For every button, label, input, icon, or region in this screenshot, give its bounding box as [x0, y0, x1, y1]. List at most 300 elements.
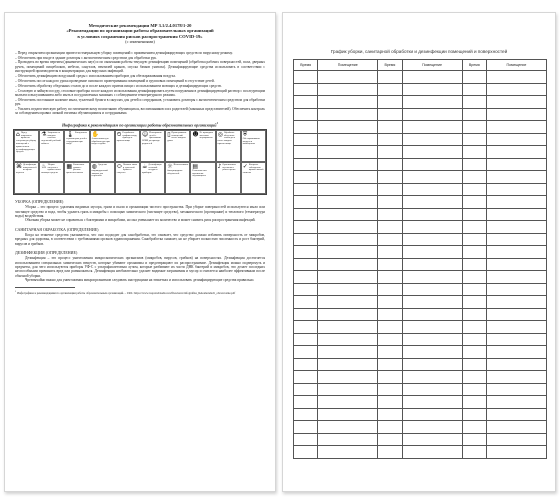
infographic-cell [115, 130, 140, 162]
schedule-cell-time[interactable] [294, 71, 318, 84]
schedule-cell-room[interactable] [318, 221, 378, 234]
schedule-cell-room[interactable] [486, 196, 546, 209]
schedule-cell-time[interactable] [294, 333, 318, 346]
schedule-cell-time[interactable] [294, 133, 318, 146]
schedule-row [294, 196, 547, 209]
schedule-cell-time[interactable] [462, 246, 486, 259]
schedule-cell-time[interactable] [294, 358, 318, 371]
schedule-cell-time[interactable] [378, 446, 402, 459]
schedule-cell-room[interactable] [486, 221, 546, 234]
approval-note: (с изменениями) [125, 39, 155, 45]
schedule-cell-room[interactable] [402, 346, 462, 359]
schedule-cell-room[interactable] [486, 283, 546, 296]
infographic-title [5, 121, 275, 127]
schedule-cell-room[interactable] [318, 408, 378, 421]
recommendation-paragraph: – Обеспечить при входе в здание дозаторы с антисептическим средством для обработки рук. [15, 55, 157, 60]
schedule-cell-time[interactable] [294, 108, 318, 121]
schedule-cell-room[interactable] [318, 183, 378, 196]
schedule-cell-time[interactable] [378, 333, 402, 346]
schedule-cell-time[interactable] [378, 283, 402, 296]
schedule-row [294, 83, 547, 96]
schedule-cell-room[interactable] [402, 108, 462, 121]
column-header-time: Время [462, 60, 486, 71]
schedule-cell-time[interactable] [462, 96, 486, 109]
section-heading: САНИТАРНАЯ ОБРАБОТКА (ОПРЕДЕЛЕНИЕ) [15, 226, 99, 232]
schedule-cell-time[interactable] [294, 396, 318, 409]
schedule-row [294, 208, 547, 221]
schedule-cell-room[interactable] [402, 308, 462, 321]
infographic-cell [90, 162, 115, 194]
schedule-cell-time[interactable] [462, 358, 486, 371]
schedule-cell-time[interactable] [462, 71, 486, 84]
infographic-cell-text: Наличие мыла и туалетной бумаги в санузлах [116, 163, 138, 175]
schedule-cell-time[interactable] [294, 446, 318, 459]
schedule-cell-time[interactable] [462, 171, 486, 184]
schedule-cell-time[interactable] [294, 321, 318, 334]
infographic-cell [39, 162, 64, 194]
schedule-cell-time[interactable] [462, 146, 486, 159]
schedule-cell-room[interactable] [318, 396, 378, 409]
schedule-cell-room[interactable] [402, 83, 462, 96]
schedule-cell-time[interactable] [378, 321, 402, 334]
schedule-cell-time[interactable] [462, 371, 486, 384]
schedule-cell-room[interactable] [402, 221, 462, 234]
schedule-cell-time[interactable] [378, 183, 402, 196]
schedule-cell-room[interactable] [402, 371, 462, 384]
infographic-cell [140, 162, 165, 194]
schedule-row [294, 233, 547, 246]
definition-section [5, 227, 275, 246]
schedule-cell-room[interactable] [318, 258, 378, 271]
schedule-cell-time[interactable] [378, 346, 402, 359]
schedule-cell-time[interactable] [378, 358, 402, 371]
footnote-text: Инфографика к рекомендациям по организации работы образовательных организаций. – URL: https://www.rospotrebnadzor.ru/files/news/infografika_Rekomendacii_obrazovanie.pdf [16, 291, 236, 296]
infographic-cell-text: Ежедневная термометрия детей и сотрудников при входе [66, 131, 87, 146]
document-title-main: Методические рекомендации МР 3.1/2.4.0178/1-20 [88, 23, 192, 28]
schedule-cell-time[interactable] [294, 408, 318, 421]
schedule-cell-time[interactable] [462, 208, 486, 221]
schedule-row [294, 383, 547, 396]
schedule-row [294, 296, 547, 309]
schedule-cell-room[interactable] [486, 83, 546, 96]
infographic-cell [14, 162, 39, 194]
schedule-cell-room[interactable] [318, 358, 378, 371]
schedule-cell-time[interactable] [378, 308, 402, 321]
schedule-cell-time[interactable] [294, 233, 318, 246]
schedule-cell-room[interactable] [318, 296, 378, 309]
document-subtitle-line: в условиях сохранения рисков распространения COVID-19» [77, 33, 203, 39]
recommendation-paragraph: – Проводить во время перемен (динамических пауз) и по окончании работы текущую дезинфекцию помещений (обработка рабочих поверхностей, пола, дверных ручек, помещений пищеблоков, мебели, санузлов, вентилей кранов, спуска бачков унитаза). Дезинфицирующие средства использовать в соответствии с инструкцией производителя в концентрациях для вирусных инфекций. [15, 60, 265, 73]
schedule-cell-time[interactable] [378, 433, 402, 446]
schedule-cell-time[interactable] [378, 158, 402, 171]
schedule-cell-time[interactable] [378, 171, 402, 184]
schedule-cell-time[interactable] [462, 296, 486, 309]
infographic-cell [64, 162, 89, 194]
schedule-cell-room[interactable] [486, 208, 546, 221]
schedule-cell-room[interactable] [486, 433, 546, 446]
schedule-row [294, 108, 547, 121]
house-icon: ⌂ [16, 130, 20, 138]
schedule-cell-time[interactable] [378, 221, 402, 234]
schedule-row [294, 371, 547, 384]
recommendations-list [5, 51, 275, 116]
schedule-row [294, 221, 547, 234]
schedule-cell-time[interactable] [378, 396, 402, 409]
schedule-cell-room[interactable] [402, 258, 462, 271]
footnote-number: 1 [15, 290, 17, 294]
schedule-cell-room[interactable] [402, 396, 462, 409]
thermometer-icon: 🌡 [66, 130, 75, 138]
schedule-cell-time[interactable] [462, 421, 486, 434]
section-paragraph: Обычная уборка может не справиться с бактериями и микробами, но она уменьшает их количество и может снизить риск распространения инфекций. [25, 218, 256, 223]
bucket-icon: ♨ [41, 162, 47, 170]
schedule-cell-room[interactable] [486, 158, 546, 171]
schedule-row [294, 283, 547, 296]
schedule-row [294, 321, 547, 334]
schedule-row [294, 121, 547, 134]
schedule-cell-room[interactable] [486, 246, 546, 259]
infographic-cell-text: Антисептики для обработки рук при входе в здание [91, 137, 110, 146]
schedule-cell-room[interactable] [486, 146, 546, 159]
column-header-room: Помещение [486, 60, 546, 71]
schedule-cell-room[interactable] [402, 433, 462, 446]
section-heading: ДЕЗИНФЕКЦИЯ (ОПРЕДЕЛЕНИЕ) [15, 249, 78, 255]
schedule-cell-time[interactable] [294, 208, 318, 221]
shield-icon: ⛨ [242, 130, 248, 138]
schedule-row [294, 446, 547, 459]
schedule-cell-time[interactable] [378, 258, 402, 271]
schedule-cell-room[interactable] [402, 358, 462, 371]
schedule-cell-time[interactable] [462, 133, 486, 146]
schedule-cell-time[interactable] [294, 271, 318, 284]
schedule-cell-time[interactable] [294, 221, 318, 234]
right-page [282, 12, 556, 492]
schedule-cell-time[interactable] [294, 296, 318, 309]
schedule-cell-time[interactable] [462, 258, 486, 271]
schedule-cell-room[interactable] [486, 296, 546, 309]
schedule-cell-time[interactable] [462, 196, 486, 209]
definition-section [5, 250, 275, 282]
schedule-cell-room[interactable] [402, 158, 462, 171]
schedule-cell-time[interactable] [462, 383, 486, 396]
schedule-cell-room[interactable] [402, 321, 462, 334]
infographic-cell-text: Расписание уроков с разным временем начала [66, 163, 85, 175]
schedule-cell-time[interactable] [378, 233, 402, 246]
schedule-cell-room[interactable] [318, 96, 378, 109]
calendar-icon: ▦ [66, 162, 73, 170]
schedule-cell-room[interactable] [318, 146, 378, 159]
schedule-cell-room[interactable] [318, 433, 378, 446]
footnote [15, 290, 265, 295]
schedule-cell-room[interactable] [486, 258, 546, 271]
schedule-cell-room[interactable] [318, 246, 378, 259]
schedule-cell-room[interactable] [318, 308, 378, 321]
schedule-cell-time[interactable] [294, 346, 318, 359]
infographic-cell-text: Использование бактерицидных облучателей [167, 163, 189, 175]
schedule-cell-time[interactable] [378, 296, 402, 309]
schedule-cell-room[interactable] [402, 183, 462, 196]
schedule-cell-room[interactable] [318, 346, 378, 359]
column-header-room: Помещение [402, 60, 462, 71]
schedule-cell-time[interactable] [462, 283, 486, 296]
schedule-cell-time[interactable] [378, 133, 402, 146]
schedule-cell-room[interactable] [318, 446, 378, 459]
schedule-cell-room[interactable] [318, 283, 378, 296]
schedule-header-row [294, 60, 547, 71]
clock-icon: ⏲ [116, 130, 122, 138]
door-icon: ▯ [167, 130, 171, 138]
recommendation-paragraph: – Усилить педагогическую работу по гигиеническому воспитанию обучающихся, воспитанников и их родителей (законных представителей). Обеспечить контроль за соблюдением правил личной гигиены обучающимися и сотрудниками. [15, 106, 265, 116]
check-icon: ✓ [242, 162, 248, 170]
schedule-cell-time[interactable] [462, 183, 486, 196]
schedule-cell-room[interactable] [486, 371, 546, 384]
infographic-cell-text: Не проводить массовые мероприятия [199, 131, 214, 140]
footnote-mark: 1 [216, 120, 218, 125]
infographic-cell [115, 162, 140, 194]
schedule-cell-room[interactable] [486, 321, 546, 334]
schedule-cell-room[interactable] [318, 333, 378, 346]
schedule-cell-room[interactable] [402, 96, 462, 109]
schedule-cell-room[interactable] [402, 271, 462, 284]
schedule-cell-room[interactable] [486, 308, 546, 321]
infographic-cell [14, 130, 39, 162]
schedule-cell-time[interactable] [462, 158, 486, 171]
schedule-cell-time[interactable] [294, 196, 318, 209]
schedule-row [294, 246, 547, 259]
schedule-cell-room[interactable] [402, 196, 462, 209]
schedule-cell-room[interactable] [318, 121, 378, 134]
schedule-cell-time[interactable] [462, 308, 486, 321]
schedule-body [294, 71, 547, 459]
schedule-cell-time[interactable] [378, 383, 402, 396]
book-icon: ▤ [192, 162, 199, 170]
schedule-cell-time[interactable] [378, 246, 402, 259]
schedule-cell-time[interactable] [378, 108, 402, 121]
schedule-cell-time[interactable] [378, 96, 402, 109]
infographic-cell [39, 130, 64, 162]
schedule-cell-room[interactable] [486, 408, 546, 421]
recommendation-paragraph: – Обеспечить обработку обеденных столов до и после каждого приема пищи с использованием моющих и дезинфицирующих средств. [15, 83, 222, 88]
recommendation-paragraph: – Обеспечить дезинфекцию воздушной среды с использованием приборов для обеззараживания воздуха. [15, 73, 176, 78]
schedule-cell-room[interactable] [486, 421, 546, 434]
schedule-row [294, 158, 547, 171]
schedule-cell-time[interactable] [294, 371, 318, 384]
recommendation-paragraph: – Обеспечить постоянное наличие мыла, туалетной бумаги в санузлах для детей и сотрудников, установить дозаторы с антисептическим средством для обработки рук. [15, 97, 265, 107]
schedule-row [294, 358, 547, 371]
infographic-table [13, 129, 267, 195]
schedule-cell-room[interactable] [402, 446, 462, 459]
schedule-cell-room[interactable] [402, 171, 462, 184]
schedule-cell-time[interactable] [378, 371, 402, 384]
schedule-cell-time[interactable] [462, 83, 486, 96]
infographic-cell [165, 130, 190, 162]
definition-section [5, 199, 275, 223]
schedule-cell-room[interactable] [486, 183, 546, 196]
schedule-cell-time[interactable] [378, 121, 402, 134]
schedule-cell-time[interactable] [462, 333, 486, 346]
schedule-cell-time[interactable] [378, 208, 402, 221]
schedule-cell-room[interactable] [318, 321, 378, 334]
schedule-cell-room[interactable] [318, 108, 378, 121]
schedule-cell-time[interactable] [294, 246, 318, 259]
schedule-row [294, 271, 547, 284]
schedule-cell-room[interactable] [402, 383, 462, 396]
schedule-row [294, 146, 547, 159]
schedule-cell-room[interactable] [486, 446, 546, 459]
section-paragraph: Дезинфекция – это процесс уничтожения микроскопических организмов (микробов, вирусов, грибков) на поверхностях. Дезинфекция достигается использованием специальных химических веществ, которые убивают организмы и предотвращают их распространение. Дезинфекция можно подвергнуть и предметы, для чего используются приборы УФ-С с ультрафиолетовым лучом, которые разбивают их части ДНК бактерий и микробов, что делает последних неспособными причинить вред или размножаться. Дезинфекция необязательно удаляет видимые загрязнения и мусор и считается наиболее эффективным после обычной уборки. [15, 256, 265, 278]
bell-icon: ♪ [217, 162, 222, 170]
infographic-cell [190, 162, 215, 194]
schedule-cell-time[interactable] [294, 183, 318, 196]
broom-icon: ⌘ [16, 162, 22, 170]
schedule-cell-room[interactable] [402, 121, 462, 134]
schedule-cell-room[interactable] [318, 233, 378, 246]
schedule-cell-room[interactable] [486, 396, 546, 409]
schedule-cell-time[interactable] [294, 421, 318, 434]
schedule-cell-time[interactable] [294, 146, 318, 159]
schedule-cell-time[interactable] [294, 258, 318, 271]
schedule-cell-time[interactable] [294, 308, 318, 321]
spray-icon: ⚗ [41, 130, 47, 138]
schedule-cell-time[interactable] [294, 121, 318, 134]
schedule-cell-time[interactable] [462, 396, 486, 409]
infographic-cell [64, 130, 89, 162]
schedule-cell-time[interactable] [378, 83, 402, 96]
schedule-cell-time[interactable] [294, 283, 318, 296]
schedule-cell-room[interactable] [486, 333, 546, 346]
schedule-cell-room[interactable] [486, 383, 546, 396]
column-header-room: Помещение [318, 60, 378, 71]
schedule-cell-room[interactable] [318, 271, 378, 284]
schedule-cell-time[interactable] [462, 271, 486, 284]
schedule-row [294, 421, 547, 434]
infographic-cell [165, 162, 190, 194]
section-paragraph: Чрезвычайно важно для уничтожения микроорганизмов следовать инструкциям на этикетках и использовать дезинфицирующие средства правильно. [25, 277, 255, 282]
schedule-cell-time[interactable] [462, 233, 486, 246]
schedule-row [294, 133, 547, 146]
schedule-cell-room[interactable] [402, 421, 462, 434]
schedule-cell-room[interactable] [318, 208, 378, 221]
left-page [4, 12, 276, 492]
schedule-cell-room[interactable] [486, 108, 546, 121]
recommendation-paragraph: – Перед открытием организации провести генеральную уборку помещений с применением дезинфицирующих средств по вирусному режиму. [15, 50, 233, 55]
schedule-cell-room[interactable] [486, 133, 546, 146]
schedule-cell-time[interactable] [462, 121, 486, 134]
recommendation-paragraph: – Обеспечить после каждого урока проведение сквозного проветривания помещений и групповых помещений в отсутствие детей. [15, 78, 215, 83]
schedule-cell-room[interactable] [402, 283, 462, 296]
schedule-cell-time[interactable] [462, 433, 486, 446]
schedule-cell-time[interactable] [294, 171, 318, 184]
schedule-cell-room[interactable] [402, 146, 462, 159]
schedule-row [294, 258, 547, 271]
infographic-title-text: Инфографика к рекомендациям по организации работы образовательных организаций [62, 121, 217, 127]
schedule-cell-time[interactable] [294, 96, 318, 109]
mask-icon: ◍ [91, 162, 97, 170]
schedule-cell-time[interactable] [294, 158, 318, 171]
schedule-cell-time[interactable] [462, 346, 486, 359]
lamp-icon: ☼ [167, 162, 173, 170]
column-header-time: Время [378, 60, 402, 71]
schedule-cell-room[interactable] [486, 358, 546, 371]
infographic-cell-text: Контроль соблюдения правил личной гигиены [242, 163, 264, 175]
schedule-cell-time[interactable] [378, 196, 402, 209]
schedule-cell-time[interactable] [462, 321, 486, 334]
schedule-cell-room[interactable] [318, 171, 378, 184]
schedule-cell-room[interactable] [486, 233, 546, 246]
infographic-cell-text: Уборка санузлов с применением моющих средств [41, 163, 61, 175]
schedule-cell-room[interactable] [402, 71, 462, 84]
infographic-cell [90, 130, 115, 162]
schedule-cell-room[interactable] [402, 296, 462, 309]
schedule-cell-time[interactable] [378, 146, 402, 159]
infographic-cell-text: Гигиеническое воспитание обучающихся [192, 169, 207, 178]
schedule-row [294, 308, 547, 321]
schedule-cell-room[interactable] [318, 158, 378, 171]
schedule-cell-room[interactable] [402, 408, 462, 421]
schedule-cell-room[interactable] [486, 121, 546, 134]
schedule-cell-room[interactable] [402, 246, 462, 259]
schedule-cell-room[interactable] [318, 383, 378, 396]
section-paragraph: Уборка – это процесс удаления видимых мусора, грязи и пыли и организации чистого пространства. При уборке поверхностей используются мыло или чистящее средство и вода, чтобы удалить грязь и микробы с помощью химического (чистящее средство), механического (протирание) и теплового (температура воды) воздействия. [15, 205, 265, 218]
schedule-row [294, 333, 547, 346]
schedule-row [294, 96, 547, 109]
document-title [5, 13, 275, 45]
schedule-cell-time[interactable] [294, 83, 318, 96]
schedule-cell-time[interactable] [294, 383, 318, 396]
schedule-cell-time[interactable] [462, 108, 486, 121]
schedule-cell-room[interactable] [402, 133, 462, 146]
schedule-cell-time[interactable] [462, 221, 486, 234]
schedule-cell-time[interactable] [378, 271, 402, 284]
schedule-cell-time[interactable] [378, 71, 402, 84]
schedule-row [294, 408, 547, 421]
schedule-table [293, 59, 547, 459]
schedule-cell-time[interactable] [294, 433, 318, 446]
schedule-cell-room[interactable] [318, 71, 378, 84]
infographic-cell [241, 162, 266, 194]
infographic-cell-text: Закрепить за каждым классом отдельный учебный кабинет [41, 131, 61, 146]
schedule-cell-time[interactable] [462, 408, 486, 421]
schedule-cell-room[interactable] [486, 346, 546, 359]
schedule-cell-room[interactable] [402, 333, 462, 346]
schedule-cell-room[interactable] [318, 371, 378, 384]
infographic-cell-text: Средства индивидуальной защиты для персонала [91, 163, 108, 178]
section-heading: УБОРКА (ОПРЕДЕЛЕНИЕ) [15, 198, 64, 204]
schedule-cell-room[interactable] [318, 133, 378, 146]
people-icon: ☻ [192, 130, 199, 138]
infographic-cell-text: Изолировать детей с признаками ОРВИ до прихода родителей [142, 131, 162, 146]
schedule-cell-time[interactable] [378, 421, 402, 434]
schedule-cell-room[interactable] [486, 171, 546, 184]
definitions [5, 199, 275, 282]
schedule-cell-room[interactable] [318, 83, 378, 96]
schedule-cell-room[interactable] [486, 71, 546, 84]
hand-icon: ✋ [91, 130, 100, 138]
schedule-cell-room[interactable] [318, 196, 378, 209]
infographic-cell-text: Разработать графики входа, прихода и приема пищи [116, 131, 138, 143]
schedule-cell-room[interactable] [486, 271, 546, 284]
schedule-cell-room[interactable] [402, 208, 462, 221]
infographic-cell-text: Дезинфекция столовой посуды и приборов [142, 163, 162, 175]
schedule-cell-room[interactable] [486, 96, 546, 109]
infographic-cell-text: Перед открытием провести генеральную уборку помещений с применением дезинфицирующих средств [16, 131, 37, 154]
schedule-cell-room[interactable] [318, 421, 378, 434]
infographic-cell-text: Организовать перемены в разное время [222, 163, 236, 172]
schedule-cell-room[interactable] [402, 233, 462, 246]
schedule-row [294, 346, 547, 359]
schedule-cell-time[interactable] [378, 408, 402, 421]
schedule-cell-time[interactable] [462, 446, 486, 459]
